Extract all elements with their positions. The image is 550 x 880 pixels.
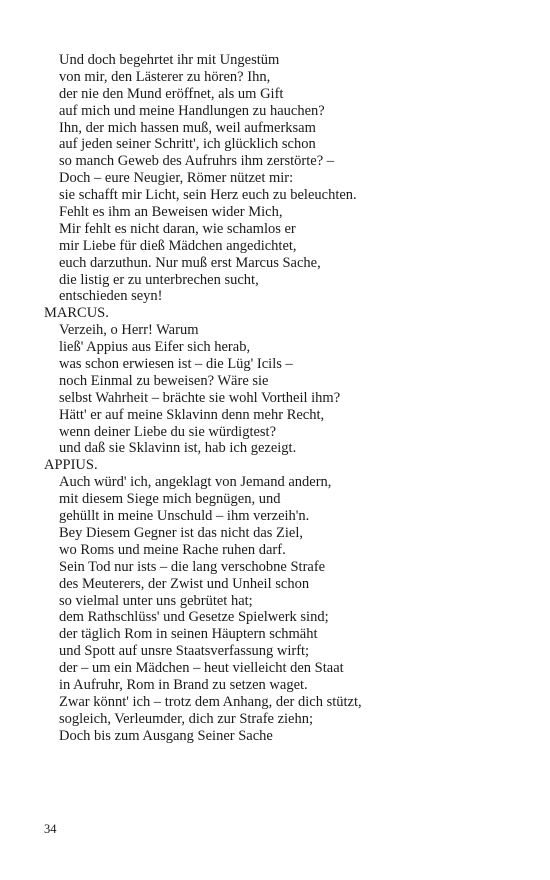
verse-line: noch Einmal zu beweisen? Wäre sie [59,372,269,389]
verse-line: Und doch begehrtet ihr mit Ungestüm [59,52,280,68]
verse-line: der – um ein Mädchen – heut vielleicht den Staat [59,660,344,677]
verse-line: ließ' Appius aus Eifer sich herab, [59,339,251,356]
speaker-name: MARCUS. [44,305,109,322]
verse-line: mir Liebe für dieß Mädchen angedichtet, [59,237,297,254]
verse-line: des Meuterers, der Zwist und Unheil schon [59,575,310,592]
page-number: 34 [44,822,57,836]
verse-line: gehüllt in meine Unschuld – ihm verzeih'n. [59,508,310,525]
verse-line: Doch – eure Neugier, Römer nützet mir: [59,170,294,187]
verse-line: Sein Tod nur ists – die lang verschobne Strafe [59,558,326,575]
verse-line: Bey Diesem Gegner ist das nicht das Ziel, [59,524,304,541]
verse-line: wo Roms und meine Rache ruhen darf. [59,541,286,558]
verse-line: Auch würd' ich, angeklagt von Jemand andern, [59,474,332,491]
verse-line: Verzeih, o Herr! Warum [59,322,199,339]
verse-line: Hätt' er auf meine Sklavinn denn mehr Recht, [59,406,325,423]
verse-line: so manch Geweb des Aufruhrs ihm zerstörte? – [59,153,335,170]
verse-line: von mir, den Lästerer zu hören? Ihn, [59,68,271,85]
speaker-name: APPIUS. [44,457,98,474]
verse-line: wenn deiner Liebe du sie würdigtest? [59,423,277,440]
play-text [44,52,524,745]
verse-line: mit diesem Siege mich begnügen, und [59,491,281,508]
verse-line: dem Rathschlüss' und Gesetze Spielwerk sind; [59,609,329,626]
verse-line: sogleich, Verleumder, dich zur Strafe ziehn; [59,710,314,727]
verse-line: was schon erwiesen ist – die Lüg' Icils – [59,356,293,373]
verse-line: euch darzuthun. Nur muß erst Marcus Sache, [59,254,321,271]
verse-line: und daß sie Sklavinn ist, hab ich gezeigt. [59,440,297,457]
verse-line: sie schafft mir Licht, sein Herz euch zu beleuchten. [59,187,357,204]
verse-line: Fehlt es ihm an Beweisen wider Mich, [59,204,283,221]
verse-line: auf jeden seiner Schritt', ich glücklich schon [59,136,316,153]
verse-line: und Spott auf unsre Staatsverfassung wirft; [59,643,310,660]
verse-line: Zwar könnt' ich – trotz dem Anhang, der dich stützt, [59,693,362,710]
verse-line: der nie den Mund eröffnet, als um Gift [59,85,284,102]
verse-line: entschieden seyn! [59,288,163,305]
verse-line: Ihn, der mich hassen muß, weil aufmerksam [59,119,316,136]
verse-line: so vielmal unter uns gebrütet hat; [59,592,253,609]
verse-line: Mir fehlt es nicht daran, wie schamlos er [59,220,296,237]
verse-line: die listig er zu unterbrechen sucht, [59,271,259,288]
verse-line: der täglich Rom in seinen Häuptern schmäht [59,626,318,643]
verse-line: selbst Wahrheit – brächte sie wohl Vortheil ihm? [59,389,341,406]
verse-line: Doch bis zum Ausgang Seiner Sache [59,727,273,744]
verse-line: auf mich und meine Handlungen zu hauchen? [59,102,325,119]
verse-line: in Aufruhr, Rom in Brand zu setzen waget. [59,676,308,693]
